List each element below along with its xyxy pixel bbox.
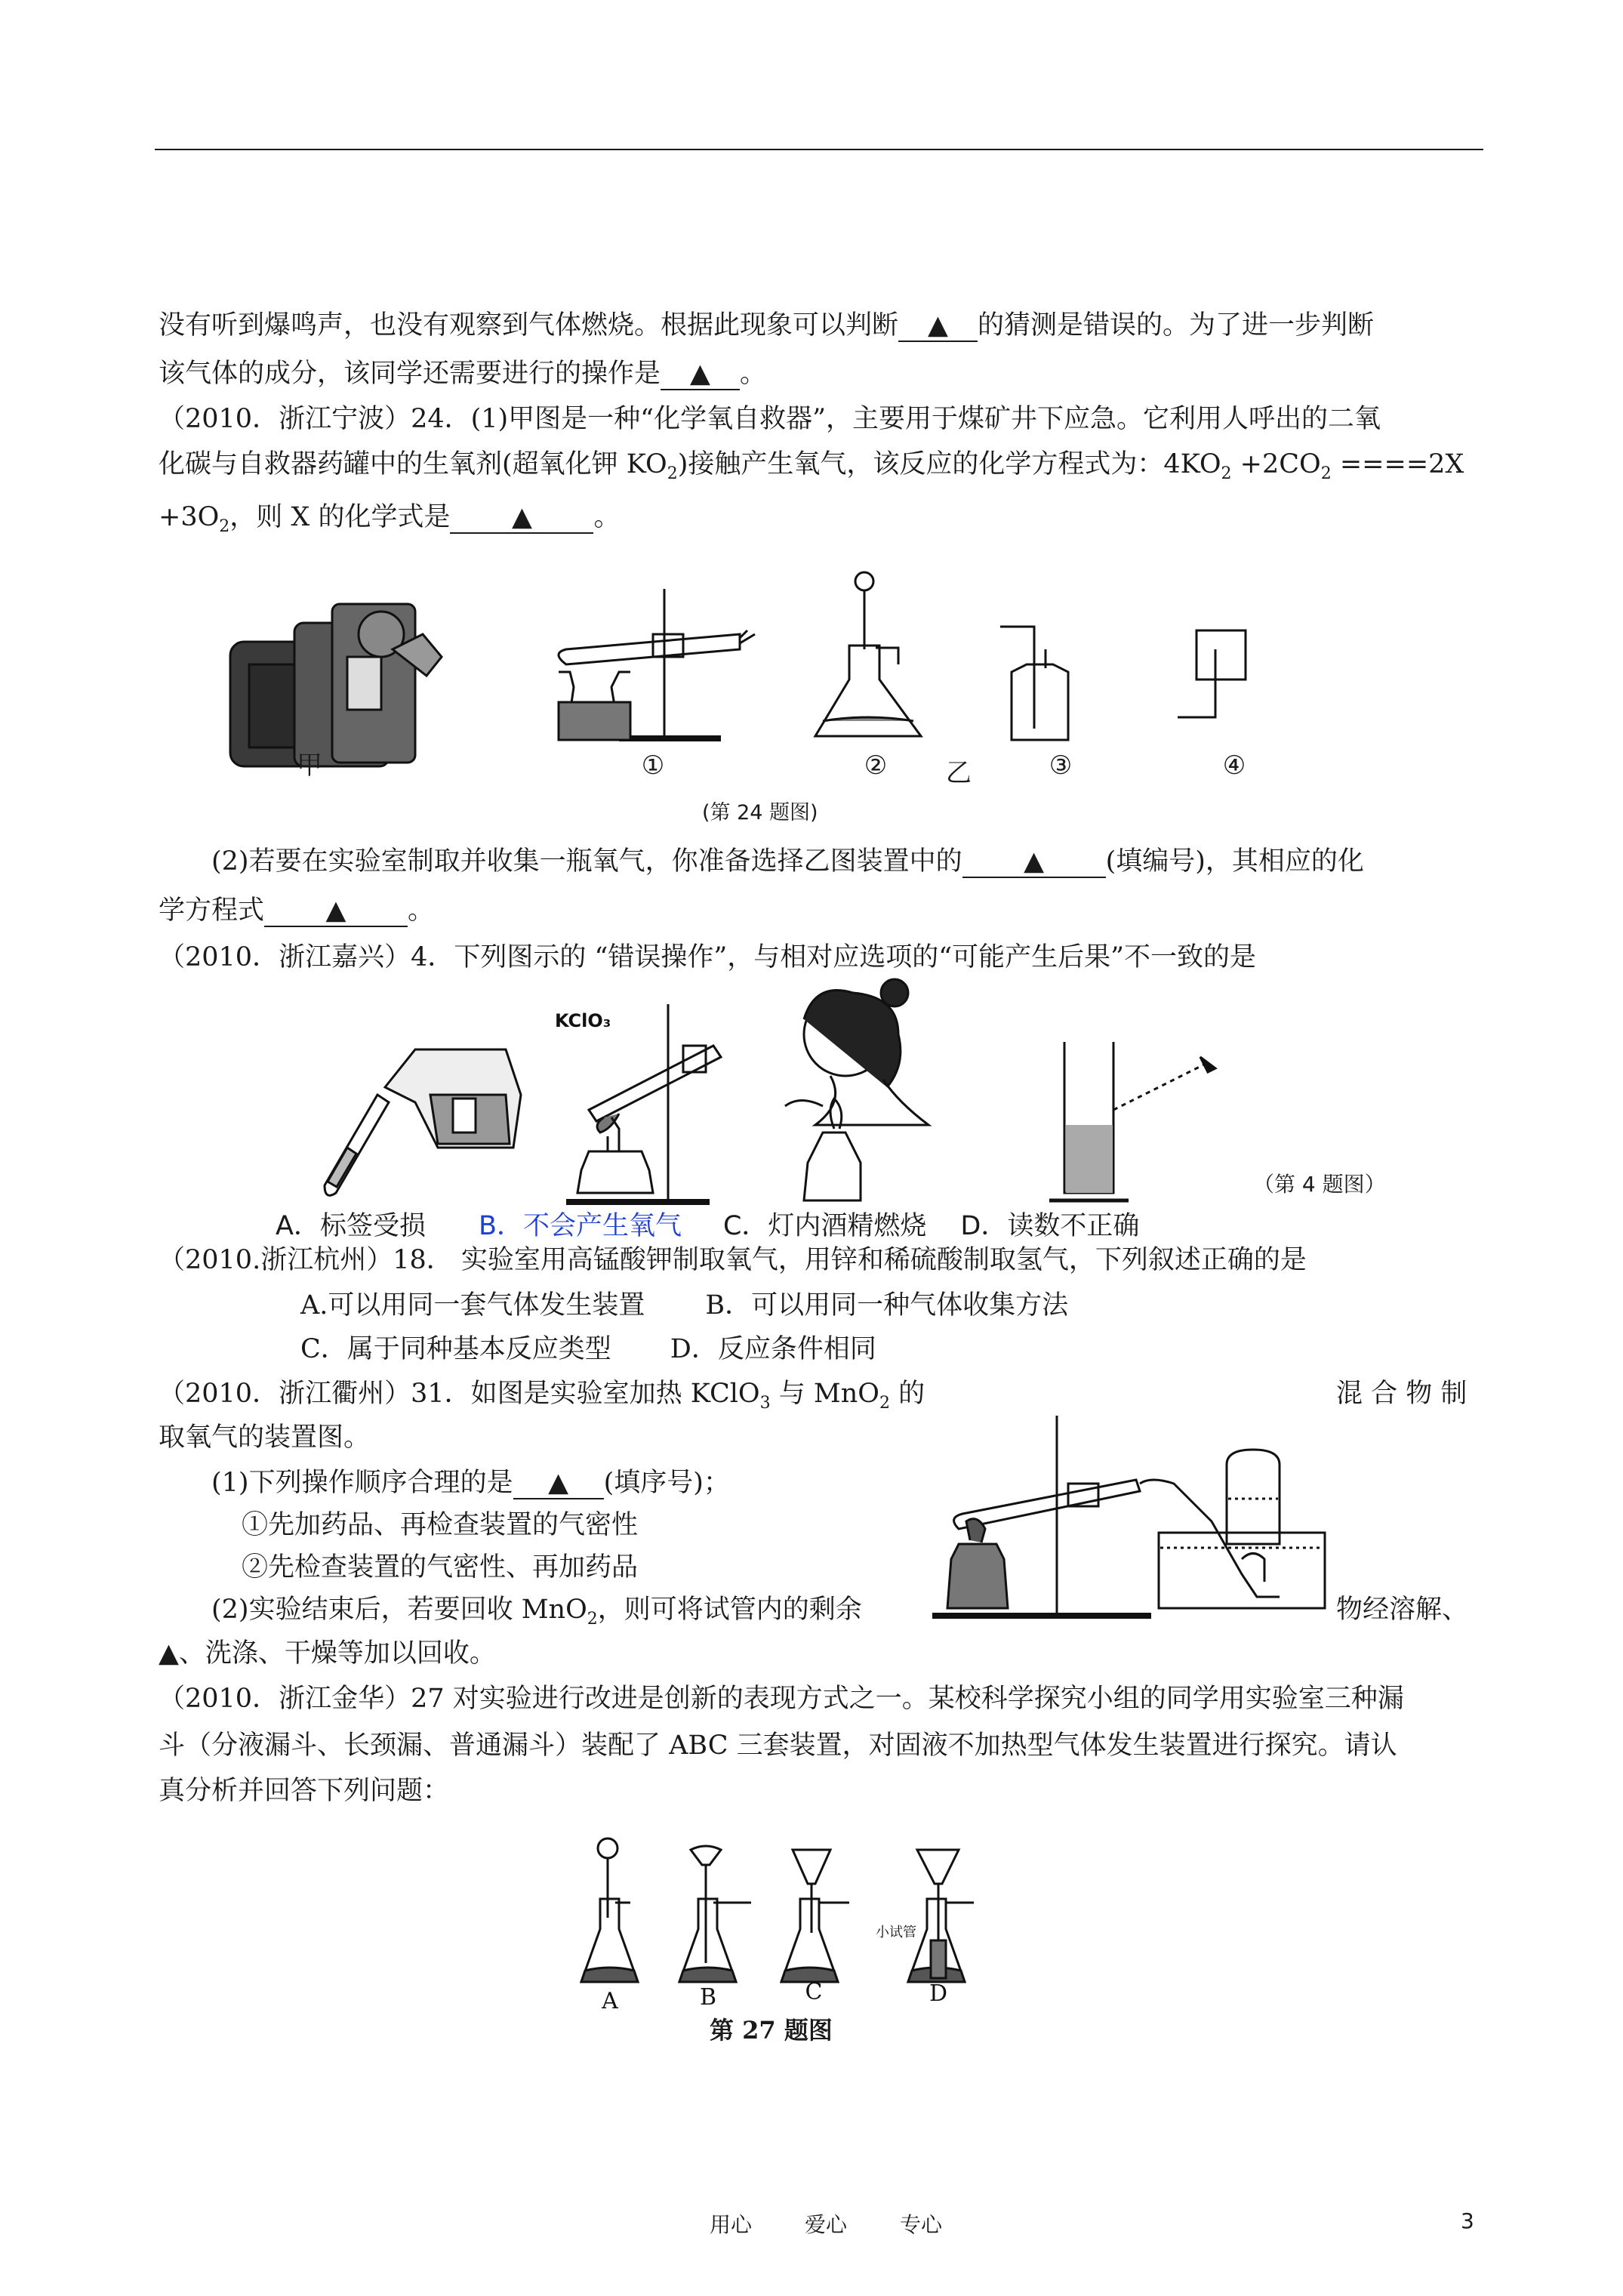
page-number: 3 xyxy=(1461,2208,1474,2233)
line-12: （2010．浙江衢州）31．如图是实验室加热 KClO$_3$ 与 MnO$_2$ 的 xyxy=(159,1379,925,1413)
line-11: C．属于同种基本反应类型 D．反应条件相同 xyxy=(300,1334,876,1364)
figure-27 xyxy=(574,1827,1004,2016)
line-15: ①先加药品、再检查装置的气密性 xyxy=(242,1510,639,1540)
figure-label: B xyxy=(699,1984,717,2011)
apparatus-2 xyxy=(815,572,921,736)
graduated-cylinder-image xyxy=(1049,1042,1215,1200)
option-c: C．灯内酒精燃烧 xyxy=(722,1211,927,1241)
option-a: A．标签受损 xyxy=(276,1211,426,1241)
line-3: （2010．浙江宁波）24．(1)甲图是一种“化学氧自救器”，主要用于煤矿井下应急。它利用人呼出的二氧 xyxy=(159,404,1381,434)
figure-label: ① xyxy=(641,750,665,781)
figure-31 xyxy=(925,1408,1332,1627)
blowing-lamp-image xyxy=(785,979,929,1200)
figure-label: ③ xyxy=(1049,750,1073,781)
line-18: ▲、洗涤、干燥等加以回收。 xyxy=(159,1638,496,1669)
apparatus-3 xyxy=(1000,627,1068,740)
figure-label: 乙 xyxy=(946,758,972,788)
line-13: 取氧气的装置图。 xyxy=(159,1422,371,1453)
line-21: 真分析并回答下列问题： xyxy=(159,1776,450,1806)
line-2: 该气体的成分，该同学还需要进行的操作是 ▲ 。 xyxy=(159,359,767,389)
kclo3-label: KClO₃ xyxy=(555,1010,611,1031)
answer-blank: ▲ xyxy=(513,1468,604,1499)
figure-label: ④ xyxy=(1222,750,1246,781)
self-rescuer-image xyxy=(230,604,442,766)
option-d: D．读数不正确 xyxy=(960,1211,1140,1241)
line-14: (1)下列操作顺序合理的是 ▲ (填序号)； xyxy=(211,1468,730,1498)
line-12-tail: 混 合 物 制 xyxy=(1336,1379,1467,1409)
figure-label: A xyxy=(602,1988,618,2014)
answer-blank: ▲ xyxy=(962,846,1106,878)
line-6: (2)若要在实验室制取并收集一瓶氧气，你准备选择乙图装置中的 ▲ (填编号)，其相应的化 xyxy=(211,846,1364,877)
apparatus-1 xyxy=(559,589,755,740)
small-tube-label: 小试管 xyxy=(876,1925,916,1940)
pouring-reagent-image xyxy=(325,1049,521,1195)
line-17-tail: 物经溶解、 xyxy=(1336,1595,1469,1625)
option-b-highlighted: B．不会产生氧气 xyxy=(478,1211,682,1241)
figure-4-options xyxy=(276,1208,1139,1244)
answer-blank: ▲ xyxy=(264,895,408,927)
header-rule xyxy=(155,149,1483,150)
line-1: 没有听到爆鸣声，也没有观察到气体燃烧。根据此现象可以判断 ▲ 的猜测是错误的。为了进一步判断 xyxy=(159,310,1375,341)
figure-label: C xyxy=(805,1979,823,2005)
answer-blank: ▲ xyxy=(661,359,740,390)
footer-mottos: 用心 爱心 专心 xyxy=(710,2212,943,2237)
figure-4-caption: （第 4 题图） xyxy=(1253,1172,1386,1197)
line-7: 学方程式 ▲ 。 xyxy=(159,895,435,926)
line-20: 斗（分液漏斗、长颈漏、普通漏斗）装配了 ABC 三套装置，对固液不加热型气体发生装置进行探究。请认 xyxy=(159,1730,1397,1761)
line-8: （2010．浙江嘉兴）4．下列图示的 “错误操作”，与相对应选项的“可能产生后果”不一致的是 xyxy=(159,942,1257,972)
line-10: A.可以用同一套气体发生装置 B．可以用同一种气体收集方法 xyxy=(300,1290,1069,1321)
figure-4 xyxy=(302,974,1246,1223)
line-5: $+3O_2$，则 X 的化学式是 ▲ 。 xyxy=(159,502,621,536)
heating-kclo3-image xyxy=(566,1004,721,1202)
figure-24 xyxy=(219,559,1291,800)
figure-label: D xyxy=(929,1980,948,2007)
answer-blank: ▲ xyxy=(898,310,978,342)
figure-27-caption: 第 27 题图 xyxy=(710,2016,833,2045)
line-9: （2010.浙江杭州）18． 实验室用高锰酸钾制取氧气，用锌和稀硫酸制取氢气，下列叙述正确的是 xyxy=(159,1245,1307,1275)
line-19: （2010．浙江金华）27 对实验进行改进是创新的表现方式之一。某校科学探究小组的同学用实验室三种漏 xyxy=(159,1684,1404,1714)
figure-24-caption: (第 24 题图) xyxy=(702,801,818,824)
line-17: (2)实验结束后，若要回收 MnO$_2$，则可将试管内的剩余 xyxy=(211,1595,862,1629)
apparatus-4 xyxy=(1178,630,1246,717)
line-16: ②先检查装置的气密性、再加药品 xyxy=(242,1552,639,1583)
answer-blank: ▲ xyxy=(450,502,593,534)
figure-label: ② xyxy=(864,750,888,781)
figure-label: 甲 xyxy=(297,750,322,781)
line-4: 化碳与自救器药罐中的生氧剂(超氧化钾 $KO_2$)接触产生氧气，该反应的化学方程式为：$4KO_2 +2CO_2 ====2X$ xyxy=(159,449,1464,483)
